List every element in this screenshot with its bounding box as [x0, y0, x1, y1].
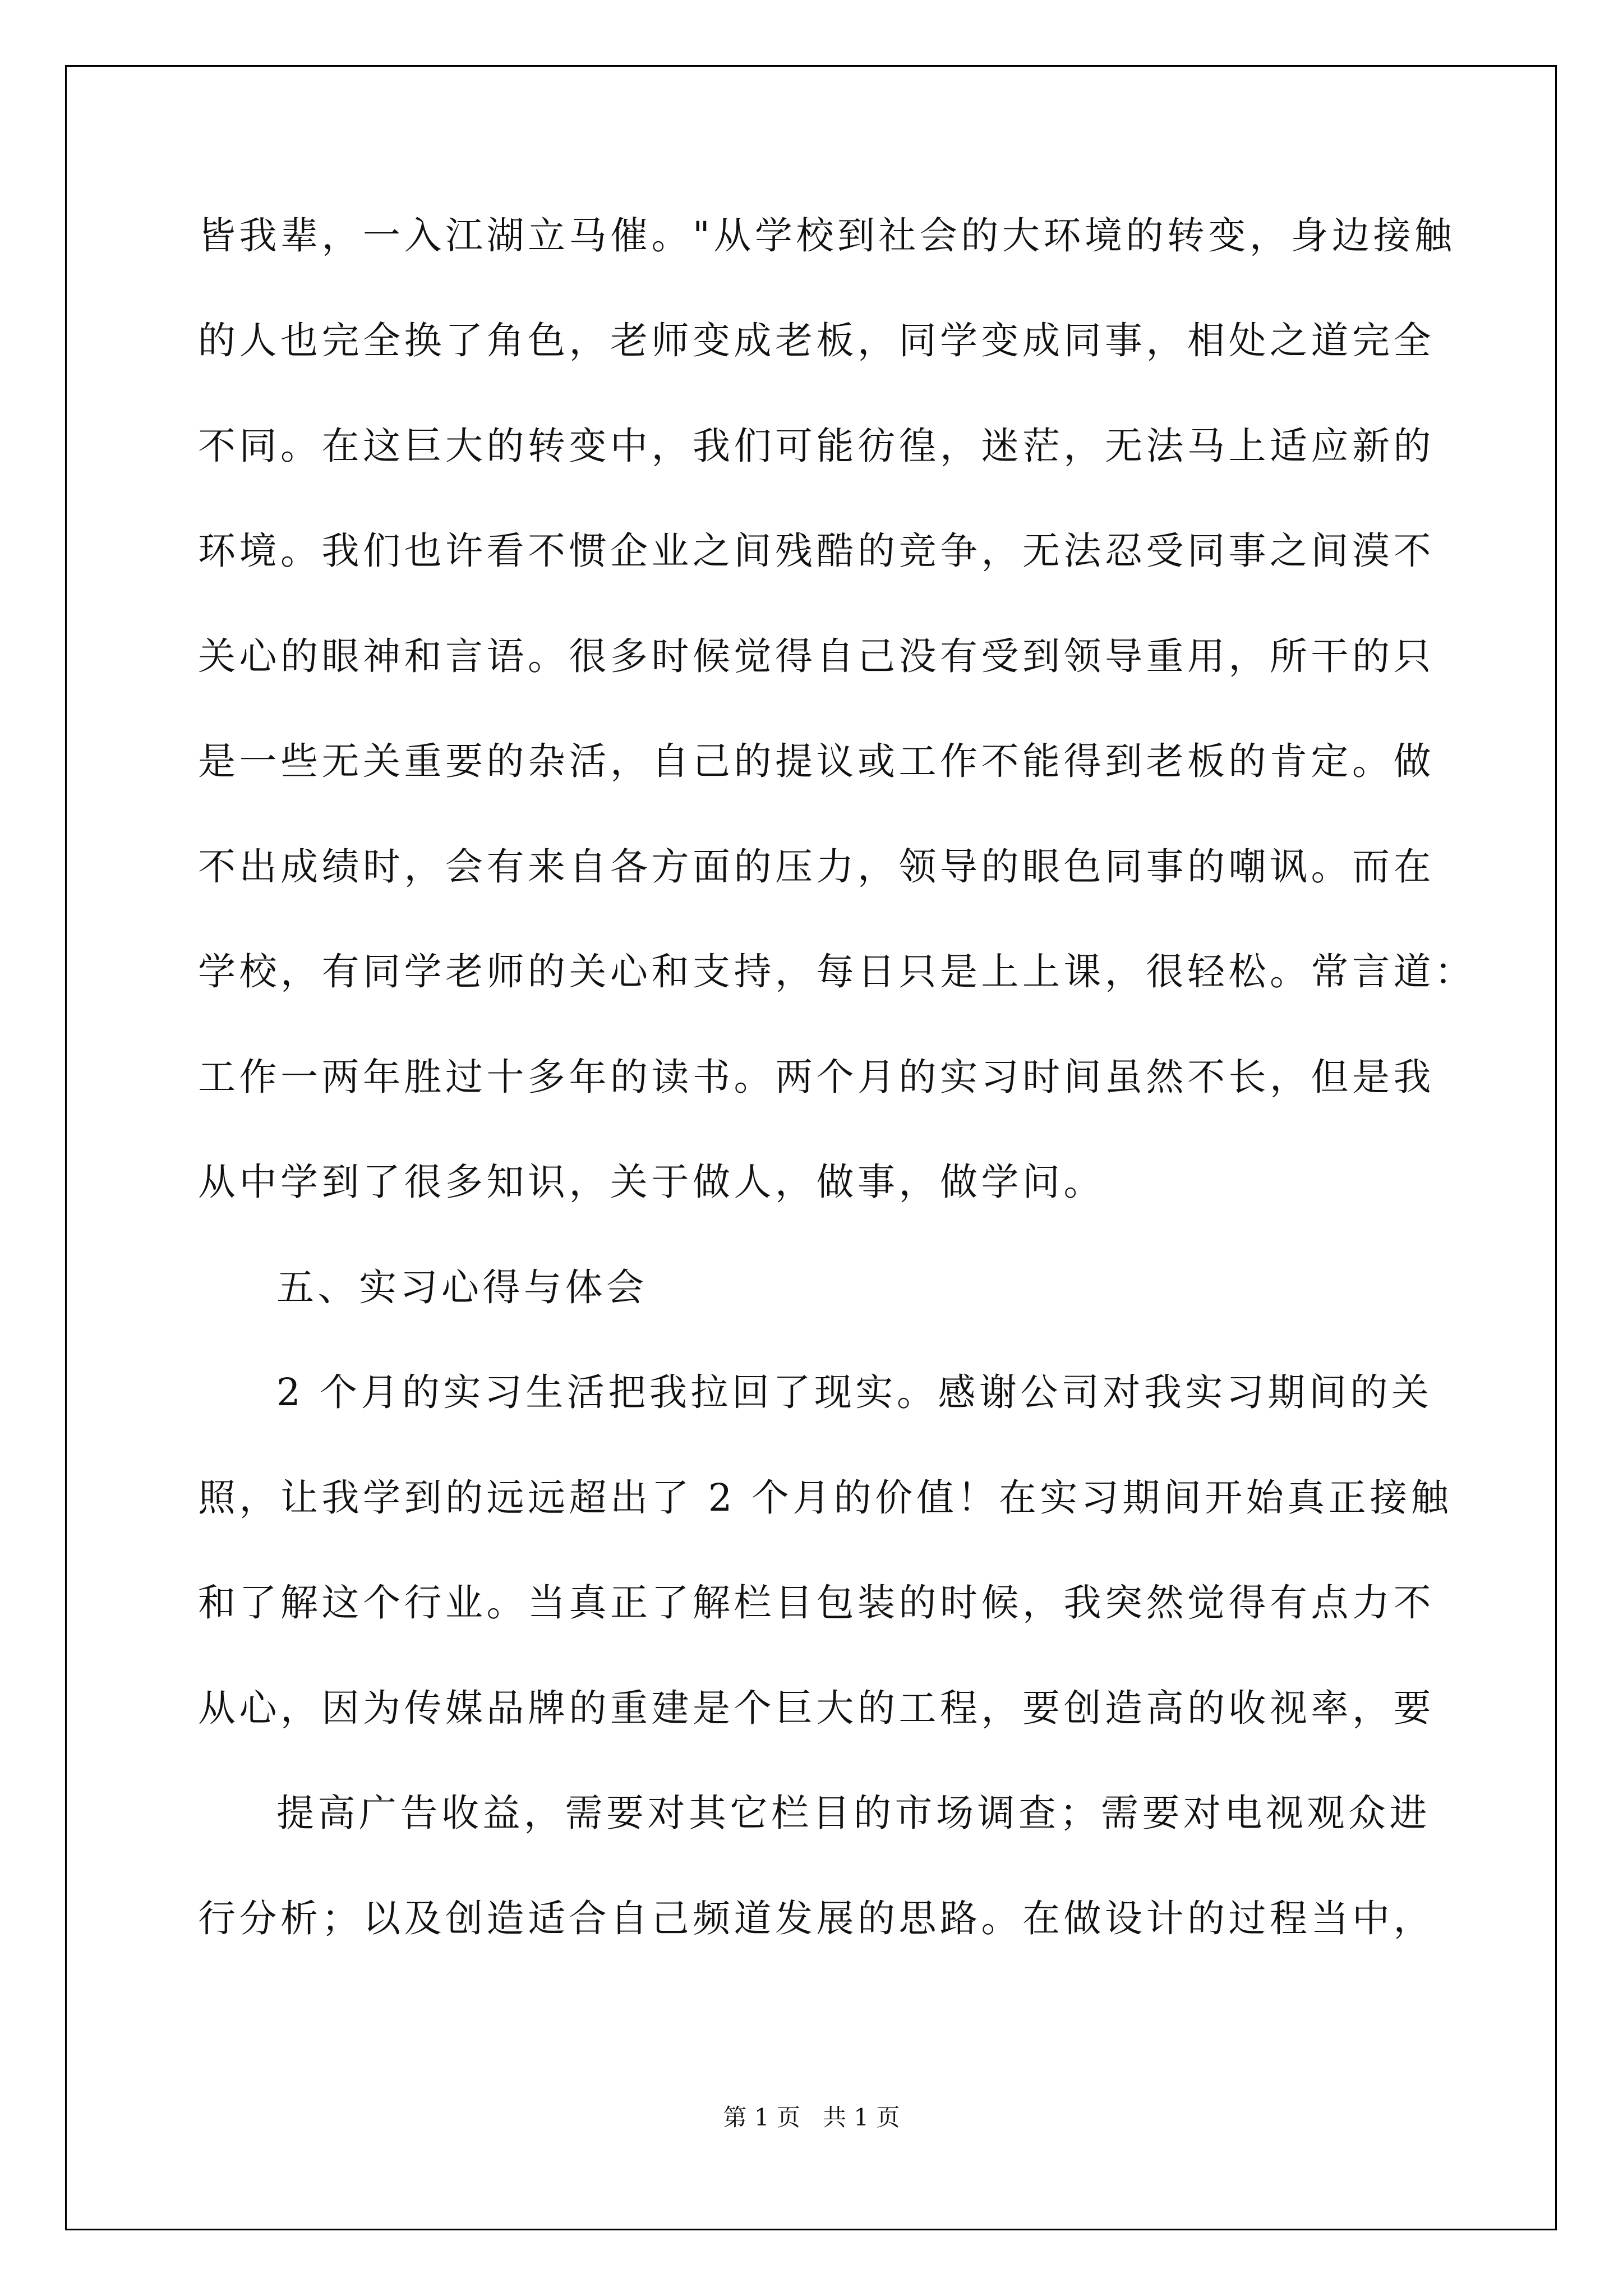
text-line: 2 个月的实习生活把我拉回了现实。感谢公司对我实习期间的关	[276, 1370, 1433, 1414]
text-line: 和了解这个行业。当真正了解栏目包装的时候，我突然觉得有点力不	[198, 1581, 1435, 1625]
text-line: 行分析；以及创造适合自己频道发展的思路。在做设计的过程当中，	[198, 1897, 1435, 1940]
text-line: 的人也完全换了角色，老师变成老板，同学变成同事，相处之道完全	[198, 319, 1435, 362]
text-line: 从心，因为传媒品牌的重建是个巨大的工程，要创造高的收视率，要	[198, 1686, 1435, 1730]
text-line: 不出成绩时，会有来自各方面的压力，领导的眼色同事的嘲讽。而在	[198, 845, 1435, 889]
text-line: 工作一两年胜过十多年的读书。两个月的实习时间虽然不长，但是我	[198, 1055, 1435, 1099]
text-line: 提高广告收益，需要对其它栏目的市场调查；需要对电视观众进	[276, 1791, 1431, 1835]
page-footer: 第 1 页 共 1 页	[723, 2104, 900, 2131]
text-line: 是一些无关重要的杂活，自己的提议或工作不能得到老板的肯定。做	[198, 739, 1435, 783]
section-heading: 五、实习心得与体会	[276, 1266, 648, 1309]
text-line: 皆我辈，一入江湖立马催。"从学校到社会的大环境的转变，身边接触	[198, 214, 1456, 257]
text-line: 关心的眼神和言语。很多时候觉得自己没有受到领导重用，所干的只	[198, 634, 1435, 678]
text-line: 学校，有同学老师的关心和支持，每日只是上上课，很轻松。常言道：	[198, 950, 1476, 993]
text-line: 照，让我学到的远远超出了 2 个月的价值！在实习期间开始真正接触	[198, 1476, 1453, 1520]
text-line: 环境。我们也许看不惯企业之间残酷的竞争，无法忍受同事之间漠不	[198, 529, 1435, 573]
text-line: 从中学到了很多知识，关于做人，做事，做学问。	[198, 1160, 1105, 1204]
text-line: 不同。在这巨大的转变中，我们可能彷徨，迷茫，无法马上适应新的	[198, 424, 1435, 468]
